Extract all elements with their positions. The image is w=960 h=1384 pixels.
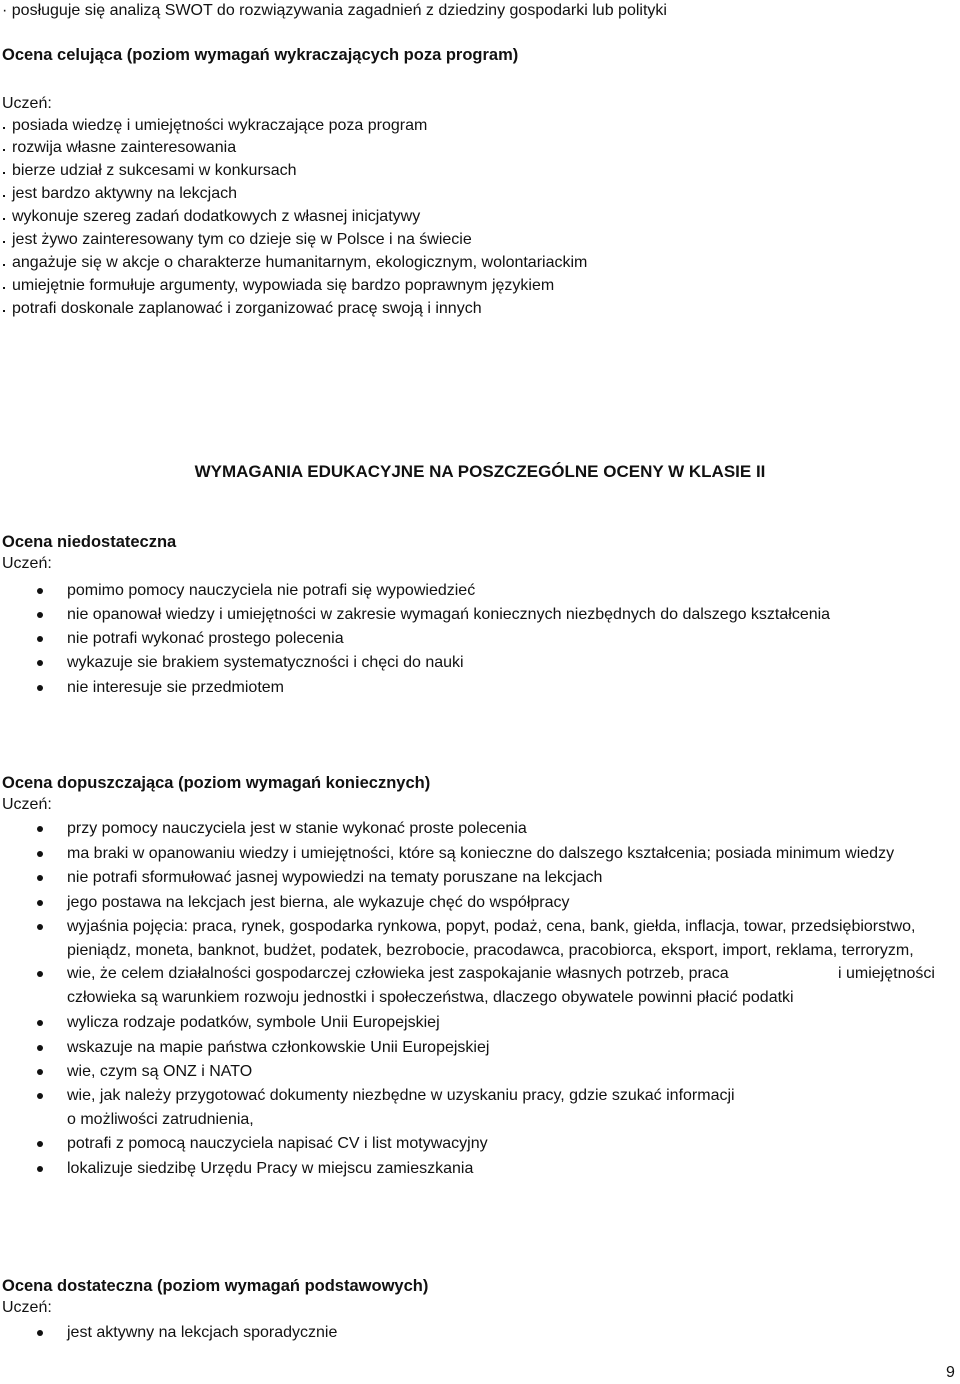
bullet-icon <box>37 1141 43 1147</box>
list-item: jest bardzo aktywny na lekcjach <box>12 185 237 202</box>
bullet-icon <box>37 1069 43 1075</box>
student-label: Uczeń: <box>2 95 52 112</box>
list-item: rozwija własne zainteresowania <box>12 139 237 156</box>
bullet-icon <box>3 241 5 243</box>
list-item: nie opanował wiedzy i umiejętności w zakresie wymagań koniecznych niezbędnych do dalszego kształcenia <box>67 606 831 623</box>
list-item: wie, czym są ONZ i NATO <box>67 1063 253 1080</box>
section-heading-niedostateczna: Ocena niedostateczna <box>2 533 177 551</box>
list-item: nie potrafi wykonać prostego polecenia <box>67 630 344 647</box>
list-item: lokalizuje siedzibę Urzędu Pracy w miejscu zamieszkania <box>67 1160 474 1177</box>
list-item: nie potrafi sformułować jasnej wypowiedzi na tematy poruszane na lekcjach <box>67 869 603 886</box>
bullet-icon <box>37 588 43 594</box>
bullet-icon <box>3 195 5 197</box>
list-item: przy pomocy nauczyciela jest w stanie wykonać proste polecenia <box>67 820 527 837</box>
page-number: 9 <box>946 1364 955 1381</box>
bullet-icon <box>3 218 5 220</box>
section-heading-dostateczna: Ocena dostateczna (poziom wymagań podstawowych) <box>2 1277 429 1295</box>
page-title: WYMAGANIA EDUKACYJNE NA POSZCZEGÓLNE OCENY W KLASIE II <box>194 462 766 481</box>
bullet-icon <box>37 875 43 881</box>
list-item: wyjaśnia pojęcia: praca, rynek, gospodarka rynkowa, popyt, podaż, cena, bank, giełda, inflacja, towar, przedsiębiorstwo, <box>67 918 916 935</box>
bullet-icon <box>37 612 43 618</box>
bullet-icon <box>37 1330 43 1336</box>
student-label: Uczeń: <box>2 555 52 572</box>
list-item: pomimo pomocy nauczyciela nie potrafi się wypowiedzieć <box>67 582 476 599</box>
list-item: wie, jak należy przygotować dokumenty niezbędne w uzyskaniu pracy, gdzie szukać informacji <box>67 1087 735 1104</box>
bullet-icon <box>37 924 43 930</box>
list-item: potrafi doskonale zaplanować i zorganizować pracę swoją i innych <box>12 300 482 317</box>
list-item: potrafi z pomocą nauczyciela napisać CV i list motywacyjny <box>67 1135 488 1152</box>
bullet-icon <box>37 660 43 666</box>
bullet-icon <box>3 172 5 174</box>
bullet-icon <box>37 1020 43 1026</box>
list-item-fragment: i umiejętności <box>838 965 935 982</box>
bullet-icon <box>37 971 43 977</box>
list-item: ma braki w opanowaniu wiedzy i umiejętności, które są konieczne do dalszego kształcenia; posiada minimum wiedzy <box>67 845 895 862</box>
list-item: wylicza rodzaje podatków, symbole Unii Europejskiej <box>67 1014 440 1031</box>
list-item: jest żywo zainteresowany tym co dzieje się w Polsce i na świecie <box>12 231 472 248</box>
list-item-continuation: pieniądz, moneta, banknot, budżet, podatek, bezrobocie, pracodawca, pracobiorca, eksport, import, reklama, terroryzm, <box>67 942 914 959</box>
list-item: wie, że celem działalności gospodarczej człowieka jest zaspokajanie własnych potrzeb, praca <box>67 965 729 982</box>
list-item: wykazuje sie brakiem systematyczności i chęci do nauki <box>67 654 464 671</box>
list-item: nie interesuje sie przedmiotem <box>67 679 284 696</box>
list-item: wykonuje szereg zadań dodatkowych z własnej inicjatywy <box>12 208 421 225</box>
bullet-icon <box>3 264 5 266</box>
list-item: angażuje się w akcje o charakterze humanitarnym, ekologicznym, wolontariackim <box>12 254 588 271</box>
list-item: posiada wiedzę i umiejętności wykraczające poza program <box>12 117 428 134</box>
bullet-icon <box>37 685 43 691</box>
bullet-icon <box>37 636 43 642</box>
bullet-icon <box>3 149 5 151</box>
student-label: Uczeń: <box>2 1299 52 1316</box>
bullet-icon <box>37 1166 43 1172</box>
list-item: bierze udział z sukcesami w konkursach <box>12 162 297 179</box>
bullet-icon <box>37 851 43 857</box>
text-line: · posługuje się analizą SWOT do rozwiązywania zagadnień z dziedziny gospodarki lub polityki <box>2 2 667 19</box>
bullet-icon <box>37 826 43 832</box>
bullet-icon <box>37 1045 43 1051</box>
list-item-continuation: człowieka są warunkiem rozwoju jednostki i społeczeństwa, dlaczego obywatele powinni płacić podatki <box>67 989 794 1006</box>
list-item: jego postawa na lekcjach jest bierna, ale wykazuje chęć do współpracy <box>67 894 570 911</box>
list-item: jest aktywny na lekcjach sporadycznie <box>67 1324 338 1341</box>
bullet-icon <box>3 287 5 289</box>
bullet-icon <box>37 1093 43 1099</box>
bullet-icon <box>3 310 5 312</box>
list-item: umiejętnie formułuje argumenty, wypowiada się bardzo poprawnym językiem <box>12 277 555 294</box>
section-heading-dopuszczajaca: Ocena dopuszczająca (poziom wymagań koniecznych) <box>2 774 431 792</box>
list-item: wskazuje na mapie państwa członkowskie Unii Europejskiej <box>67 1039 490 1056</box>
bullet-icon <box>37 900 43 906</box>
section-heading-celujaca: Ocena celująca (poziom wymagań wykraczających poza program) <box>2 46 519 64</box>
list-item-continuation: o możliwości zatrudnienia, <box>67 1111 254 1128</box>
student-label: Uczeń: <box>2 796 52 813</box>
bullet-icon <box>3 127 5 129</box>
